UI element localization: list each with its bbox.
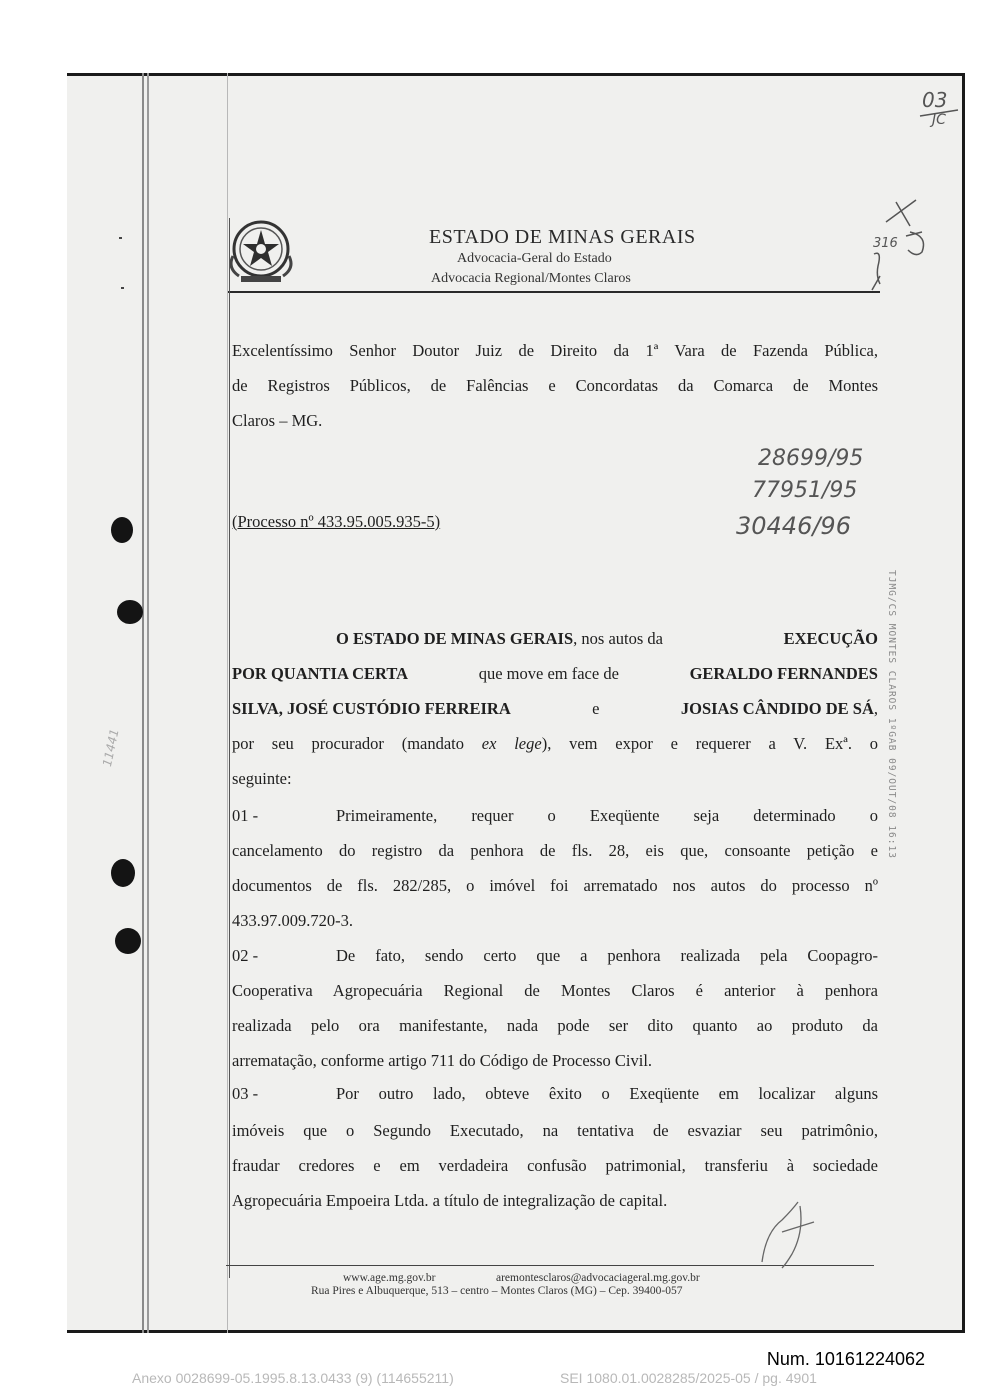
document-number: Num. 10161224062 — [766, 1349, 925, 1369]
item-number: 03 - — [232, 1084, 259, 1103]
handwritten-page-number: 03 — [922, 88, 948, 112]
item-line: documentos de fls. 282/285, o imóvel foi arrematado nos autos do processo nº — [232, 876, 878, 895]
intro-line: seguinte: — [232, 769, 292, 788]
filing-stamp: TJMG/CS MONTES CLAROS 1ºGAB 09/OUT/08 16:13 — [886, 570, 897, 859]
scan-speck — [119, 237, 122, 239]
party-name: GERALDO FERNANDES — [689, 664, 878, 683]
intro-line — [232, 664, 878, 684]
scan-edge-bottom — [67, 1330, 965, 1333]
item-line: fraudar credores e em verdadeira confusão patrimonial, transferiu à sociedade — [232, 1156, 878, 1175]
footer-address: Rua Pires e Albuquerque, 513 – centro – Montes Claros (MG) – Cep. 39400-057 — [311, 1285, 683, 1297]
binding-line — [147, 73, 149, 1333]
item-line: Agropecuária Empoeira Ltda. a título de integralização de capital. — [232, 1191, 668, 1210]
item-line: De fato, sendo certo que a penhora realizada pela Coopagro- — [336, 946, 878, 965]
punch-hole — [115, 928, 141, 954]
letterhead-subtitle: Advocacia-Geral do Estado — [457, 251, 612, 266]
intro-text: , — [873, 699, 878, 718]
handwritten-initials: JC — [932, 112, 946, 128]
handwritten-reference: 30446/96 — [736, 512, 851, 540]
intro-text: que move em face de — [478, 664, 619, 683]
intro-italic: ex lege — [481, 734, 542, 753]
handwritten-folio: 316 — [873, 236, 898, 251]
address-line: de Registros Públicos, de Falências e Concordatas da Comarca de Montes — [232, 376, 878, 395]
item-line: Cooperativa Agropecuária Regional de Montes Claros é anterior à penhora — [232, 981, 878, 1000]
handwritten-signature — [752, 1192, 832, 1272]
sei-reference: SEI 1080.01.0028285/2025-05 / pg. 4901 — [560, 1370, 817, 1386]
punch-hole — [111, 859, 135, 887]
scan-edge-top — [67, 73, 965, 76]
letterhead-title: ESTADO DE MINAS GERAIS — [429, 226, 696, 248]
item-number: 01 - — [232, 806, 259, 825]
handwritten-mark — [866, 192, 936, 302]
intro-line — [232, 734, 878, 754]
item-line: Por outro lado, obteve êxito o Exeqüente em localizar alguns — [336, 1084, 878, 1103]
punch-hole — [111, 517, 133, 543]
letterhead-subtitle: Advocacia Regional/Montes Claros — [431, 271, 631, 286]
punch-hole — [117, 600, 143, 624]
intro-text: e — [592, 699, 600, 718]
intro-line — [232, 699, 878, 719]
handwritten-side-note: 11441 — [100, 727, 122, 768]
item-line: realizada pelo ora manifestante, nada pode ser dito quanto ao produto da — [232, 1016, 878, 1035]
action-type: POR QUANTIA CERTA — [232, 664, 409, 683]
footer-website: www.age.mg.gov.br — [343, 1272, 436, 1284]
letterhead-rule — [228, 291, 880, 293]
item-line: arrematação, conforme artigo 711 do Código de Processo Civil. — [232, 1051, 653, 1070]
margin-rule — [229, 218, 230, 1278]
attachment-reference: Anexo 0028699-05.1995.8.13.0433 (9) (114655211) — [132, 1370, 454, 1386]
handwritten-reference: 28699/95 — [758, 446, 864, 471]
address-line: Excelentíssimo Senhor Doutor Juiz de Direito da 1ª Vara de Fazenda Pública, — [232, 341, 878, 360]
item-line: 433.97.009.720-3. — [232, 911, 353, 930]
intro-text: ), vem expor e requerer a V. Exª. o — [541, 734, 878, 753]
intro-text: por seu procurador (mandato — [232, 734, 482, 753]
item-line: imóveis que o Segundo Executado, na tentativa de esvaziar seu patrimônio, — [232, 1121, 878, 1140]
item-number: 02 - — [232, 946, 259, 965]
intro-line — [336, 629, 878, 649]
scan-speck — [121, 287, 124, 289]
intro-text: , nos autos da — [573, 629, 663, 648]
address-line: Claros – MG. — [232, 411, 323, 430]
binding-line — [142, 73, 144, 1333]
action-type: EXECUÇÃO — [783, 629, 878, 648]
item-line: cancelamento do registro da penhora de fls. 28, eis que, consoante petição e — [232, 841, 878, 860]
process-number: (Processo nº 433.95.005.935-5) — [232, 512, 441, 531]
handwritten-stroke — [918, 108, 962, 118]
party-name: SILVA, JOSÉ CUSTÓDIO FERREIRA — [232, 699, 511, 718]
handwritten-reference: 77951/95 — [752, 478, 858, 503]
coat-of-arms-icon — [225, 216, 297, 286]
party-name: O ESTADO DE MINAS GERAIS — [336, 629, 574, 648]
scan-edge-right — [962, 73, 965, 1333]
item-line: Primeiramente, requer o Exeqüente seja determinado o — [336, 806, 878, 825]
footer-email: aremontesclaros@advocaciageral.mg.gov.br — [496, 1272, 700, 1284]
party-name: JOSIAS CÂNDIDO DE SÁ — [680, 699, 874, 718]
